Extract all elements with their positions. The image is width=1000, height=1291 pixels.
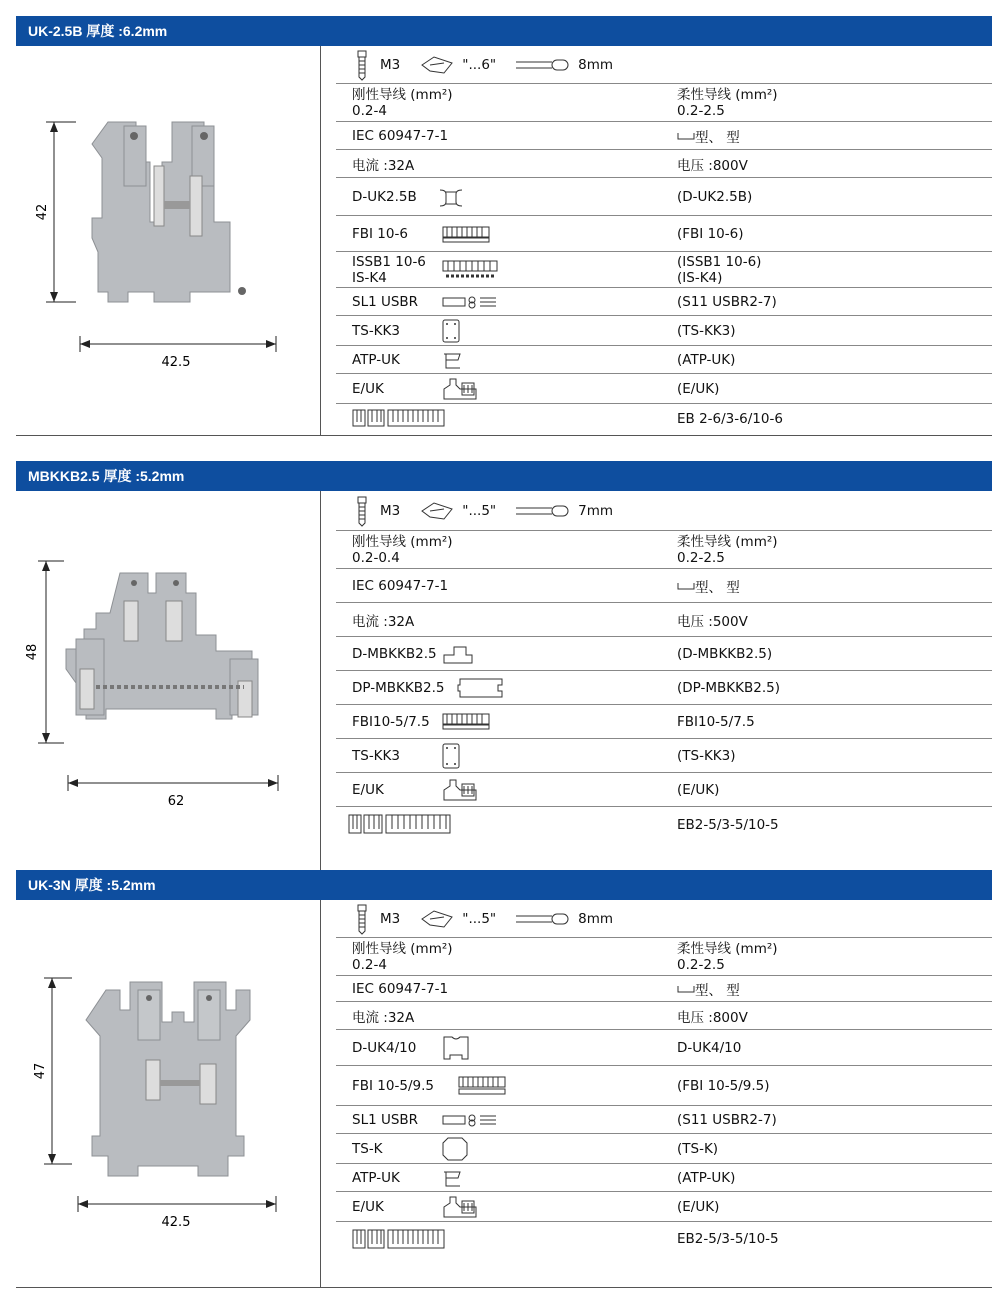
flex-wire-label: 柔性导线 (mm²) — [677, 86, 778, 103]
accessory-code: FBI 10-6 — [352, 225, 408, 242]
voltage-rating: 电压 :800V — [677, 157, 748, 174]
accessory-code: TS-KK3 — [352, 322, 400, 339]
voltage-rating: 电压 :500V — [677, 613, 748, 630]
voltage-rating: 电压 :800V — [677, 1009, 748, 1026]
dimension-width-label: 42.5 — [161, 1215, 191, 1230]
spec-row — [336, 150, 992, 178]
standard: IEC 60947-7-1 — [352, 127, 449, 144]
accessory-row — [336, 705, 992, 739]
accessory-code: ATP-UK — [352, 351, 400, 368]
accessory-row — [336, 1030, 992, 1066]
accessory-code: DP-MBKKB2.5 — [352, 679, 445, 696]
accessory-alt-code: (TS-K) — [677, 1140, 719, 1157]
accessory-alt-code: (TS-KK3) — [677, 747, 736, 764]
spec-row — [336, 531, 992, 569]
wire-type: 型、 型 — [695, 982, 740, 999]
product-section-uk-3n — [16, 870, 992, 1288]
accessory-alt-code: (ATP-UK) — [677, 1169, 736, 1186]
strip-length: 7mm — [578, 502, 614, 519]
terminal-block-image — [16, 491, 320, 870]
jumper-codes: EB 2-6/3-6/10-6 — [677, 410, 783, 427]
bridge-icon — [458, 1076, 506, 1096]
marker-icon — [442, 743, 460, 769]
spec-row — [336, 976, 992, 1002]
accessory-row — [336, 637, 992, 671]
accessory-alt-code: (ISSB1 10-6) — [677, 253, 762, 270]
accessory-row — [336, 1106, 992, 1134]
accessory-code: TS-KK3 — [352, 747, 400, 764]
dimension-height-label — [25, 644, 40, 661]
jumper-bars-icon — [348, 813, 452, 835]
accessory-code: FBI10-5/7.5 — [352, 713, 430, 730]
section-title: MBKKB2.5 厚度 :5.2mm — [16, 461, 992, 491]
section-title: UK-2.5B 厚度 :6.2mm — [16, 16, 992, 46]
wire-range-icon — [420, 909, 454, 929]
section-body — [16, 491, 992, 871]
standard: IEC 60947-7-1 — [352, 577, 449, 594]
accessory-row — [336, 1222, 992, 1256]
product-section-mbkkb2-5 — [16, 461, 992, 871]
spec-row-wiring — [336, 491, 992, 531]
wire-range-icon — [420, 501, 454, 521]
end-plate-icon — [438, 186, 464, 208]
rigid-wire-label: 刚性导线 (mm²) — [352, 940, 453, 957]
rigid-wire-label: 刚性导线 (mm²) — [352, 533, 453, 550]
separator-icon — [442, 350, 462, 370]
screw-size: M3 — [380, 502, 401, 519]
product-image-area — [16, 46, 321, 435]
svg-text:47: 47 — [33, 1062, 48, 1080]
rigid-wire-value: 0.2-4 — [352, 102, 387, 119]
screw-icon — [352, 495, 372, 527]
terminal-block-image — [16, 46, 320, 435]
partition-plate-icon — [456, 677, 506, 699]
accessory-alt-code: (E/UK) — [677, 1198, 720, 1215]
wire-range-icon — [420, 55, 454, 75]
rigid-wire-label: 刚性导线 (mm²) — [352, 86, 453, 103]
spec-table — [336, 900, 992, 1256]
accessory-code: SL1 USBR — [352, 293, 419, 310]
accessory-alt-code: (ATP-UK) — [677, 351, 736, 368]
svg-text:42: 42 — [35, 203, 50, 221]
screw-icon — [352, 49, 372, 81]
strip-length-icon — [516, 912, 570, 926]
flex-wire-label: 柔性导线 (mm²) — [677, 940, 778, 957]
accessory-row — [336, 178, 992, 216]
screw-size: M3 — [380, 910, 401, 927]
wire-range: "...6" — [462, 56, 497, 73]
end-stopper-icon — [442, 778, 478, 802]
accessory-row — [336, 252, 992, 288]
spec-table — [336, 46, 992, 433]
end-stopper-icon — [442, 1195, 478, 1219]
spec-row — [336, 938, 992, 976]
accessory-alt-code: (FBI 10-6) — [677, 225, 744, 242]
accessory-code: TS-K — [352, 1140, 383, 1157]
accessory-alt-code: (TS-KK3) — [677, 322, 736, 339]
spec-row — [336, 84, 992, 122]
accessory-alt-code: (FBI 10-5/9.5) — [677, 1077, 770, 1094]
accessory-row — [336, 1066, 992, 1106]
wire-type-u-icon — [677, 984, 695, 994]
accessory-row — [336, 671, 992, 705]
section-title: UK-3N 厚度 :5.2mm — [16, 870, 992, 900]
screw-icon — [352, 903, 372, 935]
accessory-alt-code: (DP-MBKKB2.5) — [677, 679, 780, 696]
accessory-row — [336, 288, 992, 316]
spec-row-wiring — [336, 46, 992, 84]
dimension-width-label: 62 — [167, 794, 185, 809]
accessory-code: ISSB1 10-6 — [352, 253, 426, 270]
wire-type: 型、 型 — [695, 579, 740, 596]
jumper-codes: EB2-5/3-5/10-5 — [677, 1231, 779, 1247]
accessory-code: FBI 10-5/9.5 — [352, 1077, 434, 1094]
wire-type-u-icon — [677, 581, 695, 591]
dimension-height-label — [35, 204, 50, 221]
flex-wire-label: 柔性导线 (mm²) — [677, 533, 778, 550]
current-rating: 电流 :32A — [352, 613, 415, 630]
accessory-row — [336, 739, 992, 773]
accessory-code: D-UK2.5B — [352, 188, 417, 205]
spec-row — [336, 569, 992, 603]
accessory-row — [336, 1192, 992, 1222]
end-plate-icon — [442, 1035, 470, 1061]
flex-wire-value: 0.2-2.5 — [677, 549, 725, 566]
accessory-code: D-UK4/10 — [352, 1039, 417, 1056]
wire-range: "...5" — [462, 502, 497, 519]
spec-row — [336, 603, 992, 637]
accessory-row — [336, 374, 992, 404]
accessory-alt-code: (E/UK) — [677, 781, 720, 798]
product-image-area — [16, 491, 321, 870]
spec-row-wiring — [336, 900, 992, 938]
accessory-row — [336, 404, 992, 433]
wire-type: 型、 型 — [695, 129, 740, 146]
accessory-row — [336, 807, 992, 842]
accessory-row — [336, 1164, 992, 1192]
product-image-area — [16, 900, 321, 1287]
section-body — [16, 46, 992, 436]
accessory-code: ATP-UK — [352, 1169, 400, 1186]
accessory-row — [336, 316, 992, 346]
shield-connector-icon — [442, 1112, 498, 1128]
accessory-alt-code: (S11 USBR2-7) — [677, 1111, 777, 1128]
accessory-code: SL1 USBR — [352, 1111, 419, 1128]
marker-icon — [442, 1137, 468, 1161]
bridge-icon — [442, 226, 490, 244]
dimension-height-label — [33, 1063, 48, 1080]
strip-length-icon — [516, 58, 570, 72]
standard: IEC 60947-7-1 — [352, 980, 449, 997]
end-stopper-icon — [442, 377, 478, 401]
terminal-block-image — [16, 900, 320, 1287]
accessory-code: E/UK — [352, 380, 384, 397]
accessory-alt-code: D-UK4/10 — [677, 1039, 742, 1056]
jumper-bars-icon — [352, 1228, 446, 1250]
accessory-alt-code: (E/UK) — [677, 380, 720, 397]
rigid-wire-value: 0.2-0.4 — [352, 549, 400, 566]
marker-icon — [442, 319, 460, 343]
jumper-bars-icon — [352, 408, 446, 428]
wire-range: "...5" — [462, 910, 497, 927]
wire-type-u-icon — [677, 131, 695, 141]
accessory-row — [336, 1134, 992, 1164]
end-plate-icon — [442, 643, 476, 665]
dimension-width-label: 42.5 — [161, 355, 191, 370]
strip-length-icon — [516, 504, 570, 518]
accessory-code-2: IS-K4 — [352, 269, 387, 286]
spec-row — [336, 1002, 992, 1030]
strip-length: 8mm — [578, 56, 614, 73]
current-rating: 电流 :32A — [352, 1009, 415, 1026]
flex-wire-value: 0.2-2.5 — [677, 102, 725, 119]
jumper-codes: EB2-5/3-5/10-5 — [677, 816, 779, 833]
strip-length: 8mm — [578, 910, 614, 927]
accessory-alt-code: (D-UK2.5B) — [677, 188, 753, 205]
accessory-code: E/UK — [352, 1198, 384, 1215]
spec-row — [336, 122, 992, 150]
bridge-icon — [442, 260, 498, 280]
bridge-icon — [442, 713, 490, 731]
accessory-row — [336, 216, 992, 252]
accessory-alt-code: FBI10-5/7.5 — [677, 713, 755, 730]
accessory-alt-code: (D-MBKKB2.5) — [677, 645, 773, 662]
shield-connector-icon — [442, 294, 498, 310]
svg-text:48: 48 — [25, 643, 40, 661]
screw-size: M3 — [380, 56, 401, 73]
product-section-uk-2-5b — [16, 16, 992, 436]
accessory-row — [336, 773, 992, 807]
current-rating: 电流 :32A — [352, 157, 415, 174]
separator-icon — [442, 1168, 462, 1188]
accessory-row — [336, 346, 992, 374]
flex-wire-value: 0.2-2.5 — [677, 956, 725, 973]
accessory-code: D-MBKKB2.5 — [352, 645, 437, 662]
section-body — [16, 900, 992, 1288]
accessory-alt-code: (S11 USBR2-7) — [677, 293, 777, 310]
accessory-alt-code-2: (IS-K4) — [677, 269, 723, 286]
spec-table — [336, 491, 992, 842]
rigid-wire-value: 0.2-4 — [352, 956, 387, 973]
accessory-code: E/UK — [352, 781, 384, 798]
